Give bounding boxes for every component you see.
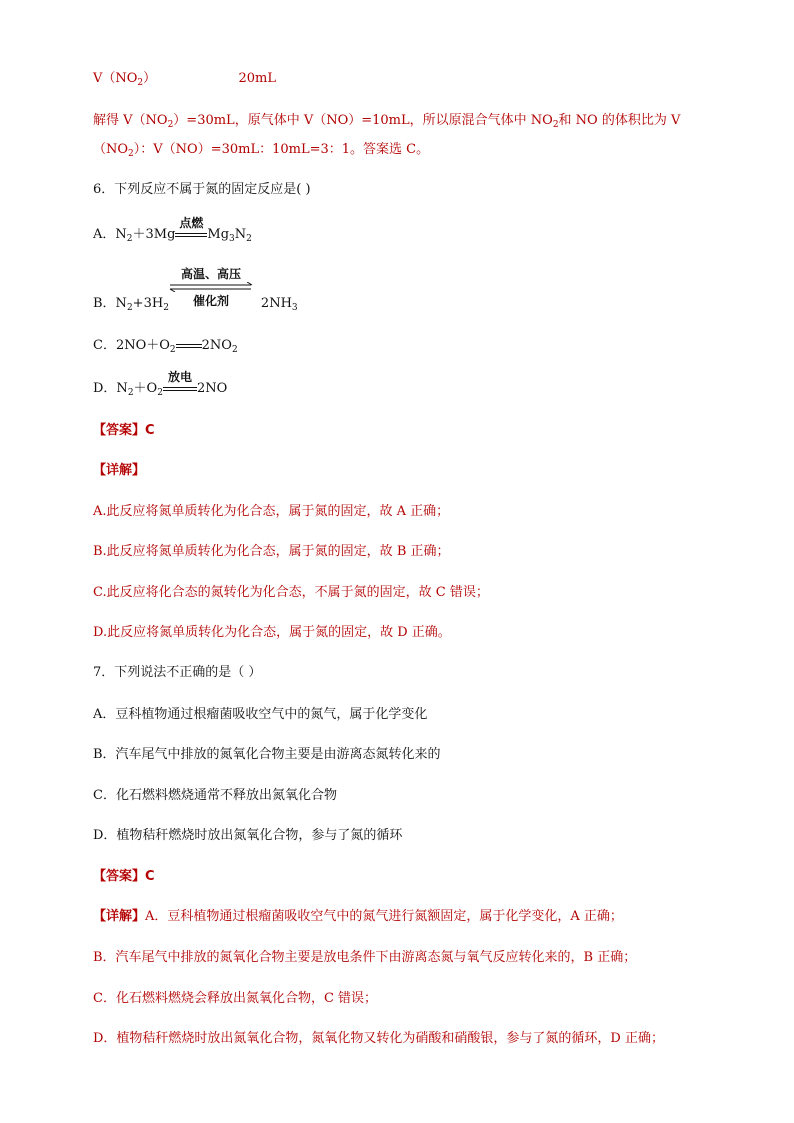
solution-text: （NO <box>93 142 129 157</box>
option-text: B．N <box>93 296 127 311</box>
detail-6-c: C.此反应将化合态的氮转化为化合态，不属于氮的固定，故 C 错误； <box>93 585 489 600</box>
subscript: 2 <box>126 303 133 313</box>
subscript: 2 <box>246 234 252 244</box>
q7-option-c: C．化石燃料燃烧通常不释放出氮氧化合物 <box>93 788 337 803</box>
answer-label: 【答案】C <box>93 869 155 884</box>
option-text: N <box>234 227 247 242</box>
reaction-condition-top: 高温、高压 <box>180 267 241 281</box>
solution-text: ）：V（NO）=30mL：10mL=3：1。答案选 C。 <box>133 142 430 157</box>
q6-option-c <box>93 337 238 359</box>
subscript: 2 <box>167 120 174 130</box>
double-line-icon <box>175 233 207 237</box>
subscript: 3 <box>291 303 298 313</box>
double-line-icon <box>176 344 202 348</box>
q7-option-b: B．汽车尾气中排放的氮氧化合物主要是由游离态氮转化来的 <box>93 747 441 762</box>
subscript: 2 <box>128 149 134 159</box>
detail-6-b: B.此反应将氮单质转化为化合态，属于氮的固定，故 B 正确； <box>93 544 450 559</box>
question-7: 7．下列说法不正确的是（ ） <box>93 665 262 680</box>
q7-option-d: D．植物秸秆燃烧时放出氮氧化合物，参与了氮的循环 <box>93 828 403 843</box>
reaction-condition: 放电 <box>167 370 192 384</box>
answer-7 <box>93 868 155 886</box>
answer-label: 【答案】C <box>93 423 155 438</box>
option-text: C．2NO＋O <box>93 338 170 353</box>
option-text: 2NO <box>201 338 232 353</box>
detail-6-d: D.此反应将氮单质转化为化合态，属于氮的固定，故 D 正确。 <box>93 625 451 640</box>
double-line-icon <box>163 387 197 391</box>
option-text: 2NO <box>196 381 228 396</box>
option-text: +3H <box>132 296 164 311</box>
reversible-arrow-icon <box>167 282 255 292</box>
option-text: D．N <box>93 381 128 396</box>
detail-7-a <box>93 908 623 926</box>
detail-7-d: D．植物秸秆燃烧时放出氮氧化合物，氮氧化物又转化为硝酸和硝酸银，参与了氮的循环，D 正确； <box>93 1031 664 1046</box>
subscript: 2 <box>137 78 144 88</box>
detail-text: A．豆科植物通过根瘤菌吸收空气中的氮气进行氮额固定，属于化学变化，A 正确； <box>145 909 623 924</box>
subscript: 2 <box>127 388 134 398</box>
subscript: 2 <box>126 234 133 244</box>
q6-option-a <box>93 216 252 248</box>
q6-option-d <box>93 370 228 402</box>
subscript: 2 <box>157 388 163 398</box>
calc-text: ） <box>143 71 157 86</box>
detail-6-a: A.此反应将氮单质转化为化合态，属于氮的固定，故 A 正确； <box>93 504 450 519</box>
solution-text: 和 NO 的体积比为 V <box>558 113 681 128</box>
option-text: Mg <box>207 227 230 242</box>
solution-line-2 <box>93 141 429 163</box>
q6-option-b <box>93 295 298 317</box>
option-text: A．N <box>93 227 127 242</box>
option-text: 2NH <box>260 296 292 311</box>
equals-sign-with-condition <box>175 216 207 244</box>
option-text: ＋O <box>133 381 158 396</box>
subscript: 2 <box>552 120 559 130</box>
calc-line-no2 <box>93 70 276 92</box>
subscript: 3 <box>229 234 235 244</box>
solution-line-1 <box>93 112 680 134</box>
subscript: 2 <box>169 345 176 355</box>
equals-sign-with-condition <box>163 370 197 398</box>
detail-label: 【详解】 <box>93 463 146 478</box>
q7-option-a: A．豆科植物通过根瘤菌吸收空气中的氮气，属于化学变化 <box>93 707 428 722</box>
subscript: 2 <box>163 303 169 313</box>
detail-label: 【详解】 <box>93 909 146 924</box>
reaction-condition-bottom: 催化剂 <box>192 294 229 308</box>
option-text: ＋3Mg <box>132 227 176 242</box>
solution-text: ）=30mL，原气体中 V（NO）=10mL，所以原混合气体中 NO <box>173 113 553 128</box>
calc-value: 20mL <box>238 71 276 86</box>
reaction-condition: 点燃 <box>179 216 204 230</box>
detail-7-b: B．汽车尾气中排放的氮氧化合物主要是放电条件下由游离态氮与氧气反应转化来的，B 正确； <box>93 950 637 965</box>
detail-6-heading <box>93 462 145 480</box>
detail-7-c: C．化石燃料燃烧会释放出氮氧化合物，C 错误； <box>93 991 378 1006</box>
question-6: 6．下列反应不属于氮的固定反应是( ) <box>93 182 311 197</box>
subscript: 2 <box>231 345 238 355</box>
calc-text: V（NO <box>93 71 138 86</box>
solution-text: 解得 V（NO <box>93 113 168 128</box>
answer-6 <box>93 422 155 440</box>
